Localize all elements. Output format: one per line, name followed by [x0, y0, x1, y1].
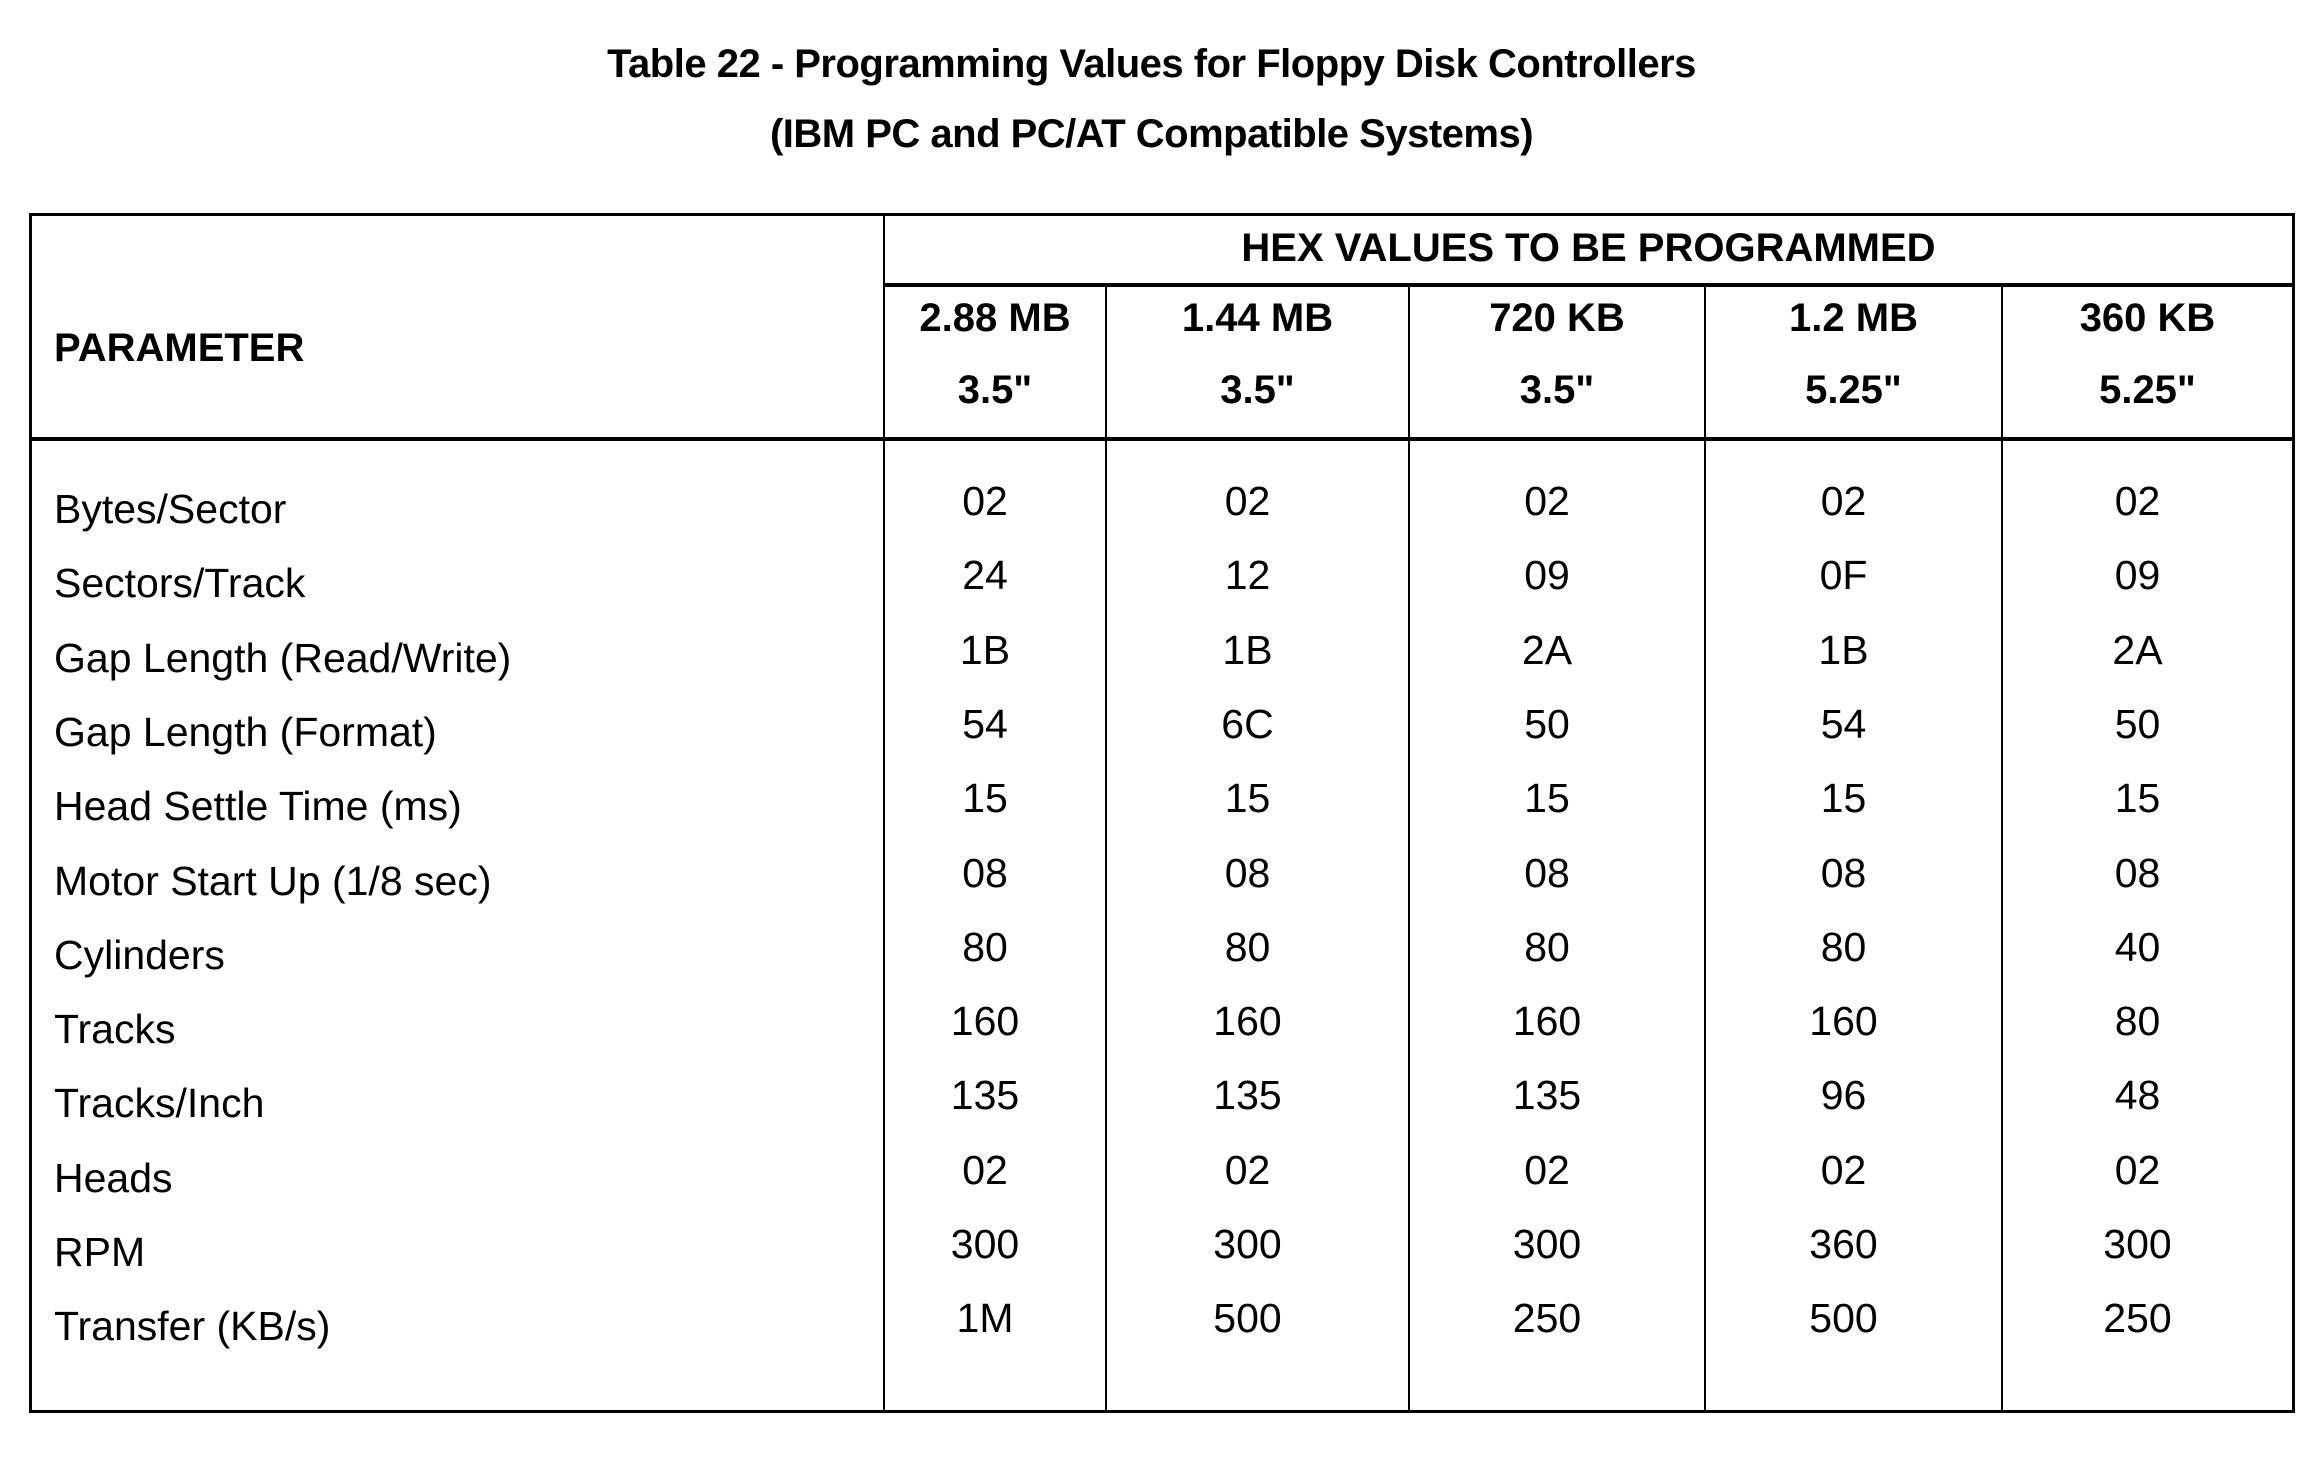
- hex-value-cell: 160: [1809, 998, 1878, 1045]
- parameter-name: Cylinders: [54, 931, 225, 978]
- hex-value-cell: 250: [2103, 1295, 2172, 1342]
- hex-value-cell: 1M: [956, 1295, 1014, 1342]
- hex-value-cell: 08: [1524, 849, 1570, 896]
- hex-value-cell: 135: [950, 1072, 1020, 1119]
- parameter-name: Transfer (KB/s): [54, 1303, 331, 1350]
- hex-value-cell: 500: [1213, 1295, 1282, 1342]
- hex-value-cell: 02: [962, 478, 1008, 524]
- hex-value-cell: 0F: [1819, 552, 1868, 599]
- table-subtitle: (IBM PC and PC/AT Compatible Systems): [769, 112, 1534, 156]
- hex-value-cell: 80: [1224, 923, 1271, 970]
- hex-value-cell: 48: [2114, 1072, 2161, 1119]
- column-header-capacity: 360 KB: [2079, 296, 2216, 340]
- hex-value-cell: 80: [1820, 923, 1867, 970]
- hex-value-cell: 15: [2114, 775, 2161, 822]
- hex-value-cell: 08: [1820, 849, 1867, 896]
- hex-value-cell: 12: [1224, 552, 1271, 599]
- hex-value-cell: 300: [2103, 1221, 2172, 1267]
- hex-value-cell: 02: [1224, 1146, 1271, 1193]
- hex-value-cell: 15: [1224, 775, 1271, 822]
- hex-value-cell: 1B: [959, 626, 1011, 673]
- parameter-name: Head Settle Time (ms): [54, 783, 462, 830]
- parameter-name: RPM: [54, 1229, 146, 1275]
- hex-value-cell: 160: [1512, 998, 1582, 1045]
- hex-value-cell: 15: [962, 775, 1008, 822]
- hex-value-cell: 08: [962, 849, 1008, 896]
- hex-value-cell: 80: [1524, 923, 1570, 970]
- column-header-size: 5.25": [1805, 368, 1902, 412]
- hex-value-cell: 15: [1524, 775, 1570, 822]
- hex-value-cell: 50: [2114, 700, 2161, 747]
- hex-value-cell: 02: [2114, 478, 2161, 524]
- hex-value-cell: 08: [1224, 849, 1271, 896]
- table-title: Table 22 - Programming Values for Floppy Disk Controllers: [607, 42, 1696, 86]
- hex-value-cell: 02: [2114, 1146, 2161, 1193]
- parameter-name: Sectors/Track: [54, 560, 306, 607]
- hex-value-cell: 135: [1512, 1072, 1582, 1119]
- programming-values-table: [29, 213, 2295, 1413]
- column-header-capacity: 720 KB: [1489, 296, 1625, 340]
- hex-value-cell: 2A: [2112, 626, 2163, 673]
- column-header-capacity: 1.44 MB: [1181, 296, 1334, 340]
- parameter-name: Bytes/Sector: [54, 486, 287, 532]
- hex-value-cell: 02: [1224, 478, 1271, 524]
- column-header-size: 3.5": [1220, 368, 1295, 412]
- hex-value-cell: 40: [2114, 923, 2161, 970]
- hex-value-cell: 135: [1213, 1072, 1282, 1119]
- hex-value-cell: 300: [950, 1221, 1020, 1267]
- hex-value-cell: 09: [2114, 552, 2161, 599]
- group-header-divider: [883, 283, 2292, 287]
- hex-value-cell: 15: [1820, 775, 1867, 822]
- hex-value-cell: 02: [1524, 478, 1570, 524]
- hex-value-cell: 08: [2114, 849, 2161, 896]
- hex-value-cell: 1B: [1222, 626, 1273, 673]
- hex-value-cell: 80: [962, 923, 1008, 970]
- hex-value-cell: 09: [1524, 552, 1570, 599]
- hex-value-cell: 250: [1512, 1295, 1582, 1342]
- hex-value-cell: 300: [1512, 1221, 1582, 1267]
- hex-value-cell: 02: [1524, 1146, 1570, 1193]
- parameter-name: Motor Start Up (1/8 sec): [54, 857, 492, 904]
- hex-value-cell: 54: [962, 700, 1008, 747]
- parameter-name: Gap Length (Read/Write): [54, 634, 512, 681]
- hex-value-cell: 02: [1820, 1146, 1867, 1193]
- parameter-name: Heads: [54, 1154, 173, 1201]
- group-header: HEX VALUES TO BE PROGRAMMED: [1241, 226, 1936, 270]
- hex-value-cell: 02: [1820, 478, 1867, 524]
- column-header-size: 5.25": [2099, 368, 2196, 412]
- hex-value-cell: 50: [1524, 700, 1570, 747]
- hex-value-cell: 1B: [1818, 626, 1869, 673]
- hex-value-cell: 02: [962, 1146, 1008, 1193]
- hex-value-cell: 80: [2114, 998, 2161, 1045]
- column-header-size: 3.5": [957, 368, 1033, 412]
- column-header-size: 3.5": [1519, 368, 1595, 412]
- hex-value-cell: 6C: [1221, 700, 1274, 747]
- header-body-divider: [32, 437, 2292, 441]
- hex-value-cell: 24: [962, 552, 1008, 599]
- hex-value-cell: 96: [1820, 1072, 1867, 1119]
- column-header-capacity: 2.88 MB: [919, 296, 1071, 340]
- hex-value-cell: 160: [1213, 998, 1282, 1045]
- hex-value-cell: 500: [1809, 1295, 1878, 1342]
- parameter-name: Gap Length (Format): [54, 708, 437, 755]
- parameter-name: Tracks: [54, 1006, 176, 1053]
- parameter-header: PARAMETER: [54, 326, 305, 370]
- column-header-capacity: 1.2 MB: [1789, 296, 1918, 340]
- hex-value-cell: 2A: [1521, 626, 1573, 673]
- hex-value-cell: 300: [1213, 1221, 1282, 1267]
- hex-value-cell: 360: [1809, 1221, 1878, 1267]
- hex-value-cell: 160: [950, 998, 1020, 1045]
- parameter-name: Tracks/Inch: [54, 1080, 265, 1127]
- hex-value-cell: 54: [1820, 700, 1867, 747]
